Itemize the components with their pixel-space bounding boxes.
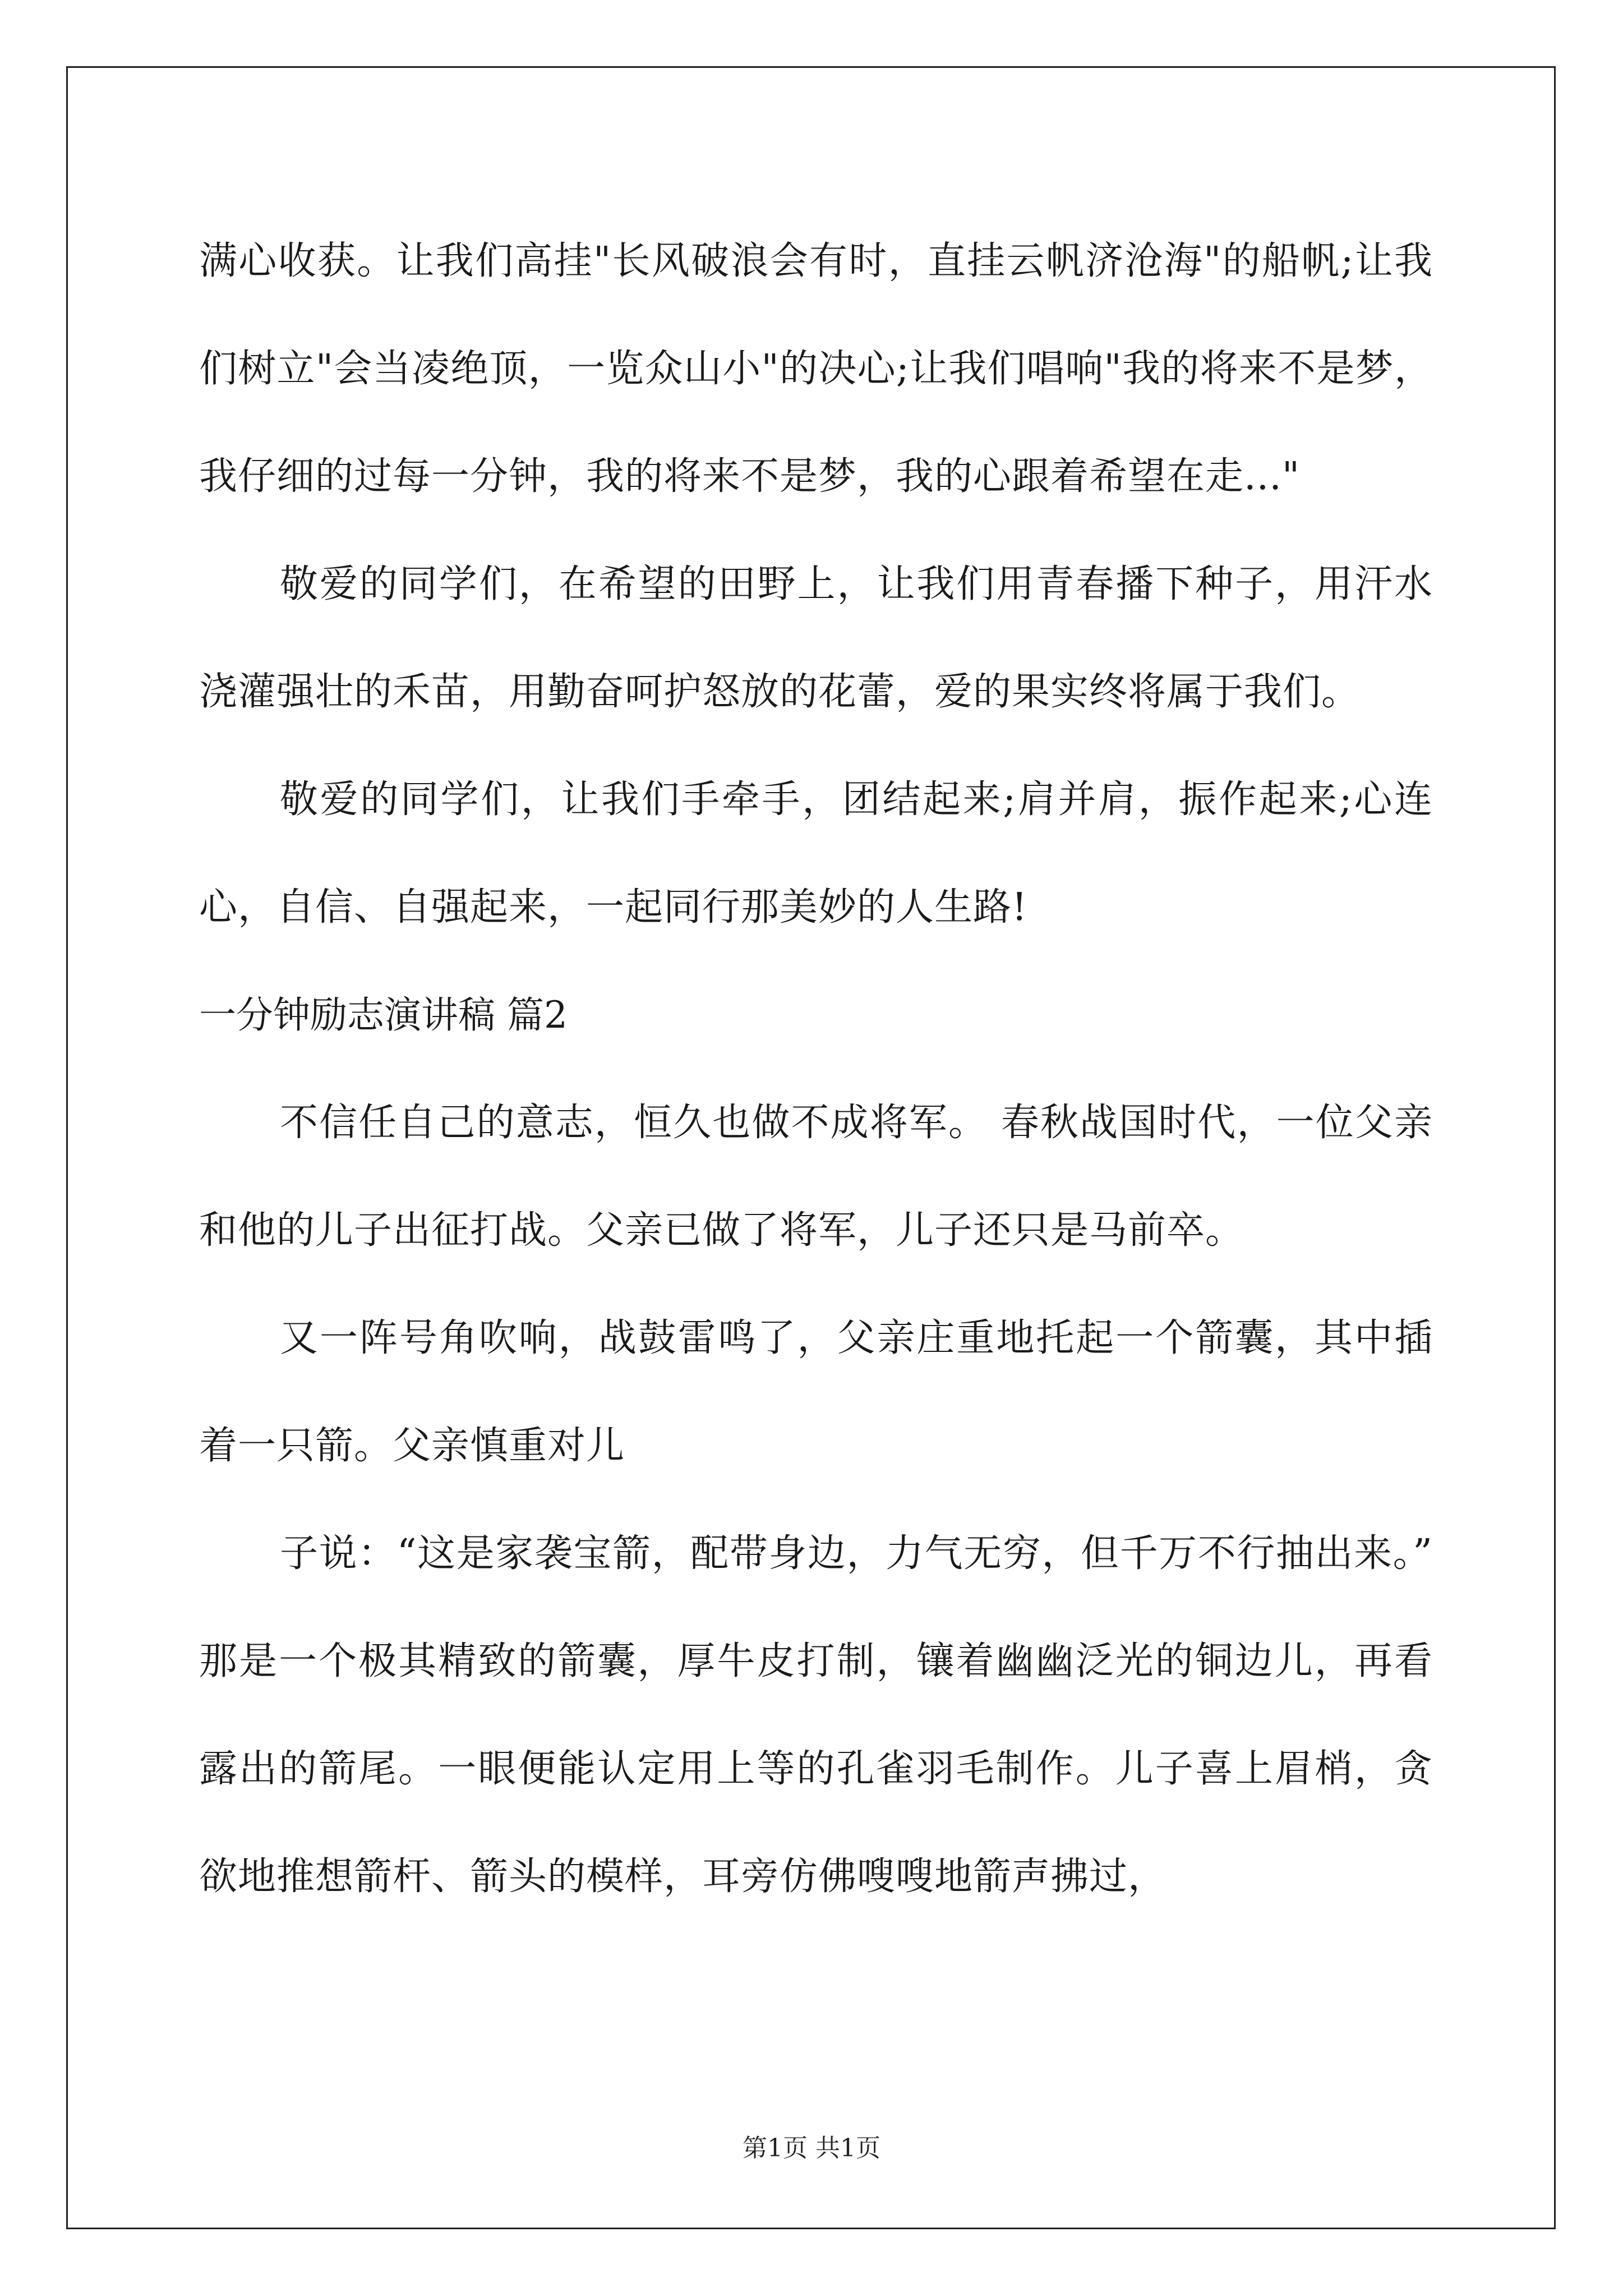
section-heading: 一分钟励志演讲稿 篇2 [199,993,568,1037]
paragraph: 子说：“这是家袭宝箭，配带身边，力气无穷，但千万不行抽出来。” 那是一个极其精致的箭囊，厚牛皮打制，镶着幽幽泛光的铜边儿，再看露出的箭尾。一眼便能认定用上等的孔雀羽毛制作。儿子喜上眉梢，贪欲地推想箭杆、箭头的模样，耳旁仿佛嗖嗖地箭声拂过， [199,1531,1433,1899]
page-footer: 第1页 共1页 [743,2134,880,2162]
paragraph: 不信任自己的意志，恒久也做不成将军。 春秋战国时代，一位父亲和他的儿子出征打战。父亲已做了将军，儿子还只是马前卒。 [199,1101,1433,1253]
document-body [199,208,1433,1931]
paragraph: 又一阵号角吹响，战鼓雷鸣了，父亲庄重地托起一个箭囊，其中插着一只箭。父亲慎重对儿 [199,1316,1433,1468]
paragraph: 敬爱的同学们，让我们手牵手，团结起来;肩并肩，振作起来;心连心，自信、自强起来，一起同行那美妙的人生路! [199,777,1433,930]
paragraph-continuation: 满心收获。让我们高挂"长风破浪会有时，直挂云帆济沧海"的船帆;让我们树立"会当凌绝顶，一览众山小"的决心;让我们唱响"我的将来不是梦，我仔细的过每一分钟，我的将来不是梦，我的心跟着希望在走..." [199,239,1433,499]
paragraph: 敬爱的同学们，在希望的田野上，让我们用青春播下种子，用汗水浇灌强壮的禾苗，用勤奋呵护怒放的花蕾，爱的果实终将属于我们。 [199,562,1433,714]
